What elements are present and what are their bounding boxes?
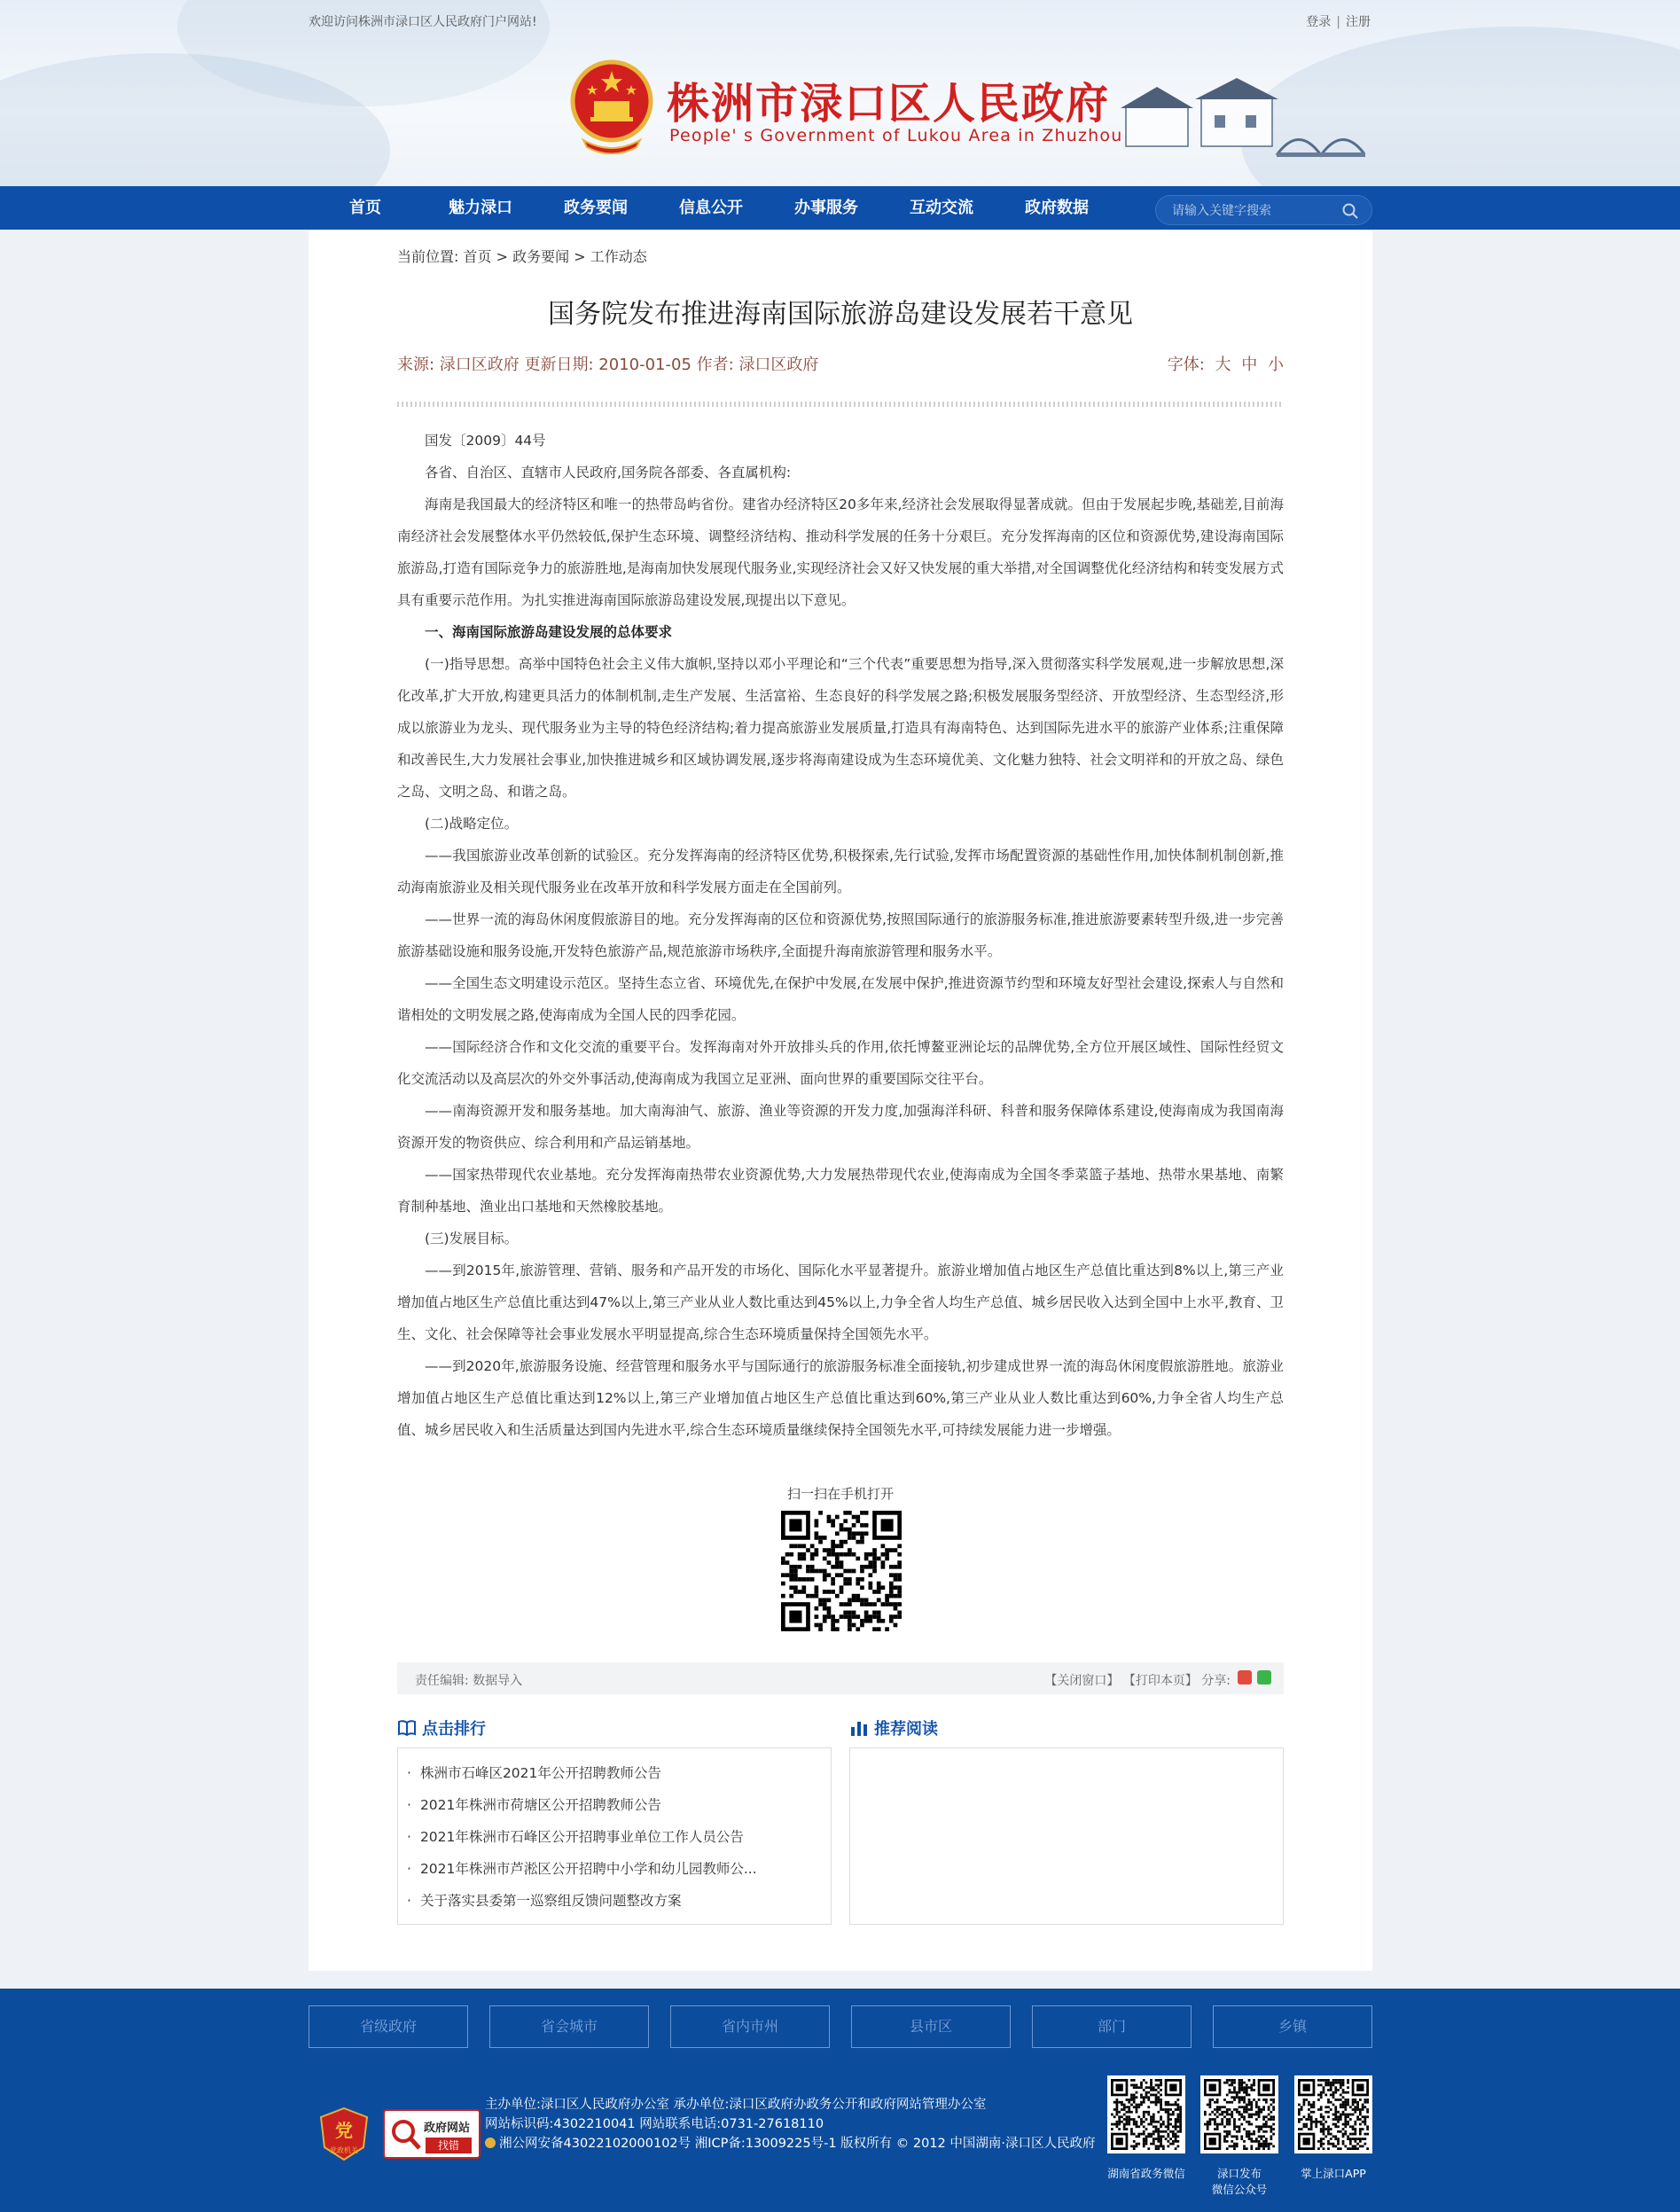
footer-link-cities[interactable]: 省内市州 bbox=[670, 2005, 830, 2048]
font-size-small[interactable]: 小 bbox=[1268, 356, 1284, 374]
error-finder-label: 政府网站 bbox=[424, 2122, 471, 2135]
qr-label: 扫一扫在手机打开 bbox=[786, 1486, 894, 1502]
article-paragraph: (三)发展目标。 bbox=[425, 1231, 519, 1247]
register-link[interactable]: 注册 bbox=[1346, 15, 1371, 29]
welcome-text: 欢迎访问株洲市渌口区人民政府门户网站! bbox=[309, 15, 537, 29]
mobile-qr-code bbox=[781, 1511, 902, 1631]
article-paragraph: ——到2015年,旅游管理、营销、服务和产品开发的市场化、国际化水平显著提升。旅游业增加值占地区生产总值比重达到8%以上,第三产业增加值占地区生产总值比重达到47%以上,第三产业从业人数比重达到45%以上,力争全省人均生产总值、城乡居民收入达到全国中上水平,教育、卫生、文化、社会保障等社会事业发展水平明显提高,综合生态环境质量保持全国领先水平。 bbox=[397, 1262, 1284, 1342]
error-finder-tag: 找错 bbox=[426, 2138, 472, 2153]
footer-qr-label: 掌上渌口APP bbox=[1301, 2167, 1366, 2180]
rank-list-item[interactable]: · 株洲市石峰区2021年公开招聘教师公告 bbox=[407, 1757, 815, 1789]
auth-separator: | bbox=[1336, 15, 1340, 29]
footer-link-towns[interactable]: 乡镇 bbox=[1213, 2005, 1372, 2048]
article-paragraph: 海南是我国最大的经济特区和唯一的热带岛屿省份。建省办经济特区20多年来,经济社会发展取得显著成就。但由于发展起步晚,基础差,目前海南经济社会发展整体水平仍然较低,保护生态环境、调整经济结构、推动科学发展的任务十分艰巨。充分发挥海南的区位和资源优势,建设海南国际旅游岛,打造有国际竞争力的旅游胜地,是海南加快发展现代服务业,实现经济社会又好又快发展的重大举措,对全国调整优化经济结构和转变发展方式具有重要示范作用。为扎实推进海南国际旅游岛建设发展,现提出以下意见。 bbox=[397, 496, 1284, 608]
footer-qr-label: 渌口发布 微信公众号 bbox=[1211, 2167, 1268, 2196]
main-nav bbox=[0, 186, 1680, 230]
article-body bbox=[397, 425, 1284, 1446]
rank-panel bbox=[397, 1747, 832, 1925]
recommend-panel bbox=[849, 1747, 1284, 1925]
national-emblem-icon bbox=[567, 59, 656, 154]
rank-list-item[interactable]: · 2021年株洲市石峰区公开招聘事业单位工作人员公告 bbox=[407, 1821, 815, 1853]
footer-icp: 湘公网安备43022102000102号 湘ICP备:13009225号-1 版权所有 © 2012 中国湖南·渌口区人民政府 bbox=[485, 2134, 1096, 2153]
rank-list-item[interactable]: · 2021年株洲市芦淞区公开招聘中小学和幼儿园教师公... bbox=[407, 1853, 815, 1885]
footer-sponsor: 主办单位:渌口区人民政府办公室 承办单位:渌口区政府办政务公开和政府网站管理办公室 bbox=[485, 2098, 987, 2112]
footer-site-code: 网站标识码:4302210041 网站联系电话:0731-27618110 bbox=[485, 2117, 824, 2131]
footer-qr-lukou-app bbox=[1294, 2075, 1372, 2153]
share-label: 分享: bbox=[1201, 1674, 1231, 1688]
font-size-label: 字体: bbox=[1167, 356, 1205, 374]
police-badge-icon bbox=[485, 2138, 496, 2148]
site-subtitle: People' s Government of Lukou Area in Zhuzhou bbox=[669, 126, 1123, 145]
breadcrumb-separator: > bbox=[574, 248, 586, 265]
nav-item-disclosure[interactable]: 信息公开 bbox=[679, 199, 743, 217]
svg-text:党: 党 bbox=[335, 2120, 353, 2141]
responsible-editor: 责任编辑: 数据导入 bbox=[415, 1674, 523, 1688]
editor-bar bbox=[397, 1662, 1284, 1694]
svg-text:党政机关: 党政机关 bbox=[330, 2146, 358, 2154]
nav-item-charm[interactable]: 魅力渌口 bbox=[449, 199, 512, 217]
party-government-badge-icon[interactable] bbox=[319, 2106, 369, 2161]
article-paragraph: 国发〔2009〕44号 bbox=[425, 433, 546, 449]
footer-qr-label: 湖南省政务微信 bbox=[1107, 2167, 1185, 2180]
article-paragraph: ——世界一流的海岛休闲度假旅游目的地。充分发挥海南的区位和资源优势,按照国际通行的旅游服务标准,推进旅游要素转型升级,进一步完善旅游基础设施和服务设施,开发特色旅游产品,规范旅游市场秩序,全面提升海南旅游管理和服务水平。 bbox=[397, 911, 1284, 959]
gov-site-error-finder[interactable] bbox=[383, 2109, 481, 2159]
recommend-section-title: 推荐阅读 bbox=[874, 1720, 938, 1739]
article-paragraph: 各省、自治区、直辖市人民政府,国务院各部委、各直属机构: bbox=[425, 465, 792, 481]
article-paragraph: ——国际经济合作和文化交流的重要平台。发挥海南对外开放排头兵的作用,依托博鳌亚洲论坛的品牌优势,全方位开展区域性、国际性经贸文化交流活动以及高层次的外交外事活动,使海南成为我国立足亚洲、面向世界的重要国际交往平台。 bbox=[397, 1039, 1284, 1087]
article-paragraph: (一)指导思想。高举中国特色社会主义伟大旗帜,坚持以邓小平理论和“三个代表”重要思想为指导,深入贯彻落实科学发展观,进一步解放思想,深化改革,扩大开放,构建更具活力的体制机制,走生产发展、生活富裕、生态良好的科学发展之路;积极发展服务型经济、开放型经济、生态型经济,形成以旅游业为龙头、现代服务业为主导的特色经济结构;着力提高旅游业发展质量,打造具有海南特色、达到国际先进水平的旅游产业体系;注重保障和改善民生,大力发展社会事业,加快推进城乡和区域协调发展,逐步将海南建设成为生态环境优美、文化魅力独特、社会文明祥和的开放之岛、绿色之岛、文明之岛、和谐之岛。 bbox=[397, 656, 1284, 800]
breadcrumb-separator: > bbox=[496, 248, 509, 265]
rank-list bbox=[407, 1757, 815, 1917]
search-box bbox=[1155, 195, 1372, 225]
font-size-medium[interactable]: 中 bbox=[1241, 356, 1258, 374]
main-content bbox=[309, 230, 1372, 1971]
article-title: 国务院发布推进海南国际旅游岛建设发展若干意见 bbox=[548, 299, 1133, 330]
article-paragraph: ——南海资源开发和服务基地。加大南海油气、旅游、渔业等资源的开发力度,加强海洋科研、科普和服务保障体系建设,使海南成为我国南海资源开发的物资供应、综合利用和产品运销基地。 bbox=[397, 1103, 1284, 1151]
footer-link-capitals[interactable]: 省会城市 bbox=[489, 2005, 649, 2048]
nav-item-interaction[interactable]: 互动交流 bbox=[910, 199, 973, 217]
footer bbox=[0, 1989, 1680, 2212]
search-input[interactable] bbox=[1172, 200, 1332, 222]
breadcrumb-home[interactable]: 首页 bbox=[463, 248, 492, 265]
magnifier-icon bbox=[390, 2118, 422, 2152]
article-meta: 来源: 渌口区政府 更新日期: 2010-01-05 作者: 渌口区政府 bbox=[397, 356, 819, 374]
article-actions bbox=[1044, 1671, 1231, 1689]
breadcrumb-prefix: 当前位置: bbox=[397, 248, 459, 265]
rank-section-title: 点击排行 bbox=[422, 1720, 486, 1739]
login-link[interactable]: 登录 bbox=[1306, 15, 1332, 29]
weibo-share-icon[interactable] bbox=[1238, 1670, 1252, 1684]
font-size-switcher bbox=[1168, 352, 1284, 375]
article-paragraph: ——全国生态文明建设示范区。坚持生态立省、环境优先,在保护中发展,在发展中保护,推进资源节约型和环境友好型社会建设,探索人与自然和谐相处的文明发展之路,使海南成为全国人民的四季花园。 bbox=[397, 975, 1284, 1023]
auth-links bbox=[1306, 12, 1371, 30]
book-icon bbox=[397, 1719, 417, 1737]
print-page-button[interactable]: 【打印本页】 bbox=[1122, 1674, 1198, 1688]
article-paragraph: ——我国旅游业改革创新的试验区。充分发挥海南的经济特区优势,积极探索,先行试验,发挥市场配置资源的基础性作用,加快体制机制创新,推动海南旅游业及相关现代服务业在改革开放和科学发展方面走在全国前列。 bbox=[397, 848, 1284, 895]
dashed-divider bbox=[397, 402, 1284, 407]
font-size-large[interactable]: 大 bbox=[1215, 356, 1231, 374]
rank-list-item[interactable]: · 关于落实县委第一巡察组反馈问题整改方案 bbox=[407, 1885, 815, 1917]
article-paragraph: ——到2020年,旅游服务设施、经营管理和服务水平与国际通行的旅游服务标准全面接轨,初步建成世界一流的海岛休闲度假旅游胜地。旅游业增加值占地区生产总值比重达到12%以上,第三产业增加值占地区生产总值比重达到60%,第三产业从业人数比重达到60%,力争全省人均生产总值、城乡居民收入和生活质量达到国内先进水平,综合生态环境质量继续保持全国领先水平,可持续发展能力进一步增强。 bbox=[397, 1358, 1284, 1438]
article-paragraph: ——国家热带现代农业基地。充分发挥海南热带农业资源优势,大力发展热带现代农业,使海南成为全国冬季菜篮子基地、热带水果基地、南繁育制种基地、渔业出口基地和天然橡胶基地。 bbox=[397, 1167, 1284, 1215]
close-window-button[interactable]: 【关闭窗口】 bbox=[1044, 1674, 1120, 1688]
footer-qr-provincial-wechat bbox=[1107, 2075, 1185, 2153]
footer-info bbox=[485, 2095, 1096, 2153]
wechat-share-icon[interactable] bbox=[1257, 1670, 1271, 1684]
header-banner bbox=[0, 0, 1680, 186]
site-title: 株洲市渌口区人民政府 bbox=[667, 79, 1111, 129]
footer-link-provincial[interactable]: 省级政府 bbox=[309, 2005, 468, 2048]
breadcrumb bbox=[397, 246, 647, 266]
article-paragraph: (二)战略定位。 bbox=[425, 816, 519, 832]
article-heading: 一、海南国际旅游岛建设发展的总体要求 bbox=[425, 624, 673, 640]
footer-qr-lukou-wechat bbox=[1200, 2075, 1278, 2153]
nav-item-news[interactable]: 政务要闻 bbox=[564, 199, 628, 217]
nav-item-services[interactable]: 办事服务 bbox=[794, 199, 858, 217]
footer-link-departments[interactable]: 部门 bbox=[1032, 2005, 1192, 2048]
bar-chart-icon bbox=[849, 1719, 869, 1737]
breadcrumb-news[interactable]: 政务要闻 bbox=[512, 248, 570, 265]
village-illustration bbox=[1117, 71, 1365, 168]
footer-link-counties[interactable]: 县市区 bbox=[851, 2005, 1011, 2048]
rank-list-item[interactable]: · 2021年株洲市荷塘区公开招聘教师公告 bbox=[407, 1789, 815, 1821]
nav-item-home[interactable]: 首页 bbox=[349, 199, 381, 217]
search-icon[interactable] bbox=[1341, 202, 1359, 220]
breadcrumb-work[interactable]: 工作动态 bbox=[590, 248, 647, 265]
nav-item-data[interactable]: 政府数据 bbox=[1025, 199, 1089, 217]
